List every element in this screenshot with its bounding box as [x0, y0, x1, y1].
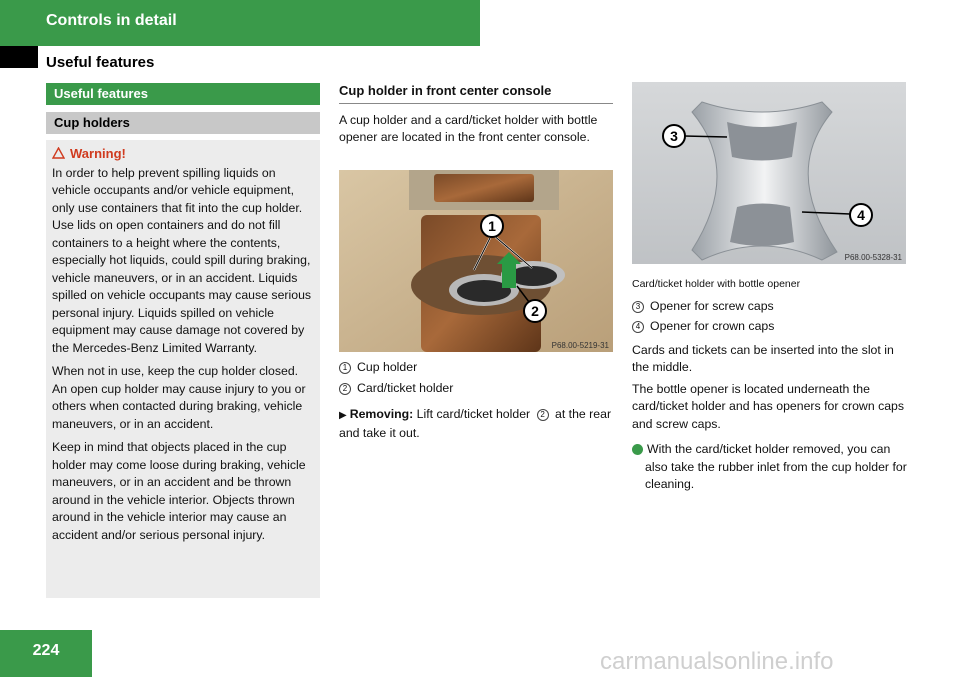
warning-paragraph: When not in use, keep the cup holder closed. An open cup holder may cause injury to you or others when contacted during braking, vehicle maneuvers, or in an accident. [52, 364, 306, 431]
section-heading: Cup holder in front center console [339, 82, 613, 104]
callout-number: 3 [632, 301, 644, 313]
callout-item [339, 359, 613, 377]
warning-paragraph: Keep in mind that objects placed in the cup holder may come loose during braking, vehicle maneuvers, or in an accident and be thrown around in the vehicle interior. Objects thrown around in the vehicle interior may cause an accident and/or serious personal injury. [52, 440, 306, 542]
callout-item [632, 318, 908, 336]
subsection-label: Cup holders [46, 112, 320, 134]
info-note [629, 441, 908, 494]
svg-text:1: 1 [488, 218, 496, 234]
cup-holder-section [339, 82, 613, 147]
step-text: at the rear and take it out. [339, 407, 612, 440]
page-number-box [0, 630, 92, 677]
warning-box [46, 140, 320, 598]
image-caption: Card/ticket holder with bottle opener [632, 278, 801, 290]
callout-label: Opener for screw caps [650, 298, 774, 313]
body-paragraph: Cards and tickets can be inserted into the slot in the middle. [632, 342, 894, 374]
cup-holder-photo [339, 170, 613, 352]
image-code: P68.00-5328-31 [844, 253, 902, 262]
instruction-step [339, 406, 613, 442]
info-icon: i [632, 444, 643, 455]
callout-label: Opener for crown caps [650, 319, 775, 333]
card-holder-photo [632, 82, 906, 264]
callout-item [632, 298, 908, 316]
header-marker [0, 46, 38, 68]
callout-label: Cup holder [357, 360, 418, 374]
body-paragraph: The bottle opener is located underneath the card/ticket holder and has openers for crown caps and screw caps. [632, 381, 905, 431]
callout-list [339, 359, 613, 442]
section-label: Useful features [46, 83, 320, 105]
image-code: P68.00-5219-31 [551, 341, 609, 350]
warning-title: Warning! [70, 146, 126, 161]
callout-item [339, 380, 613, 398]
page-number: 224 [32, 642, 60, 659]
chapter-header-bar [0, 0, 480, 46]
section-header: Useful features [46, 54, 155, 71]
callout-number: 2 [537, 409, 549, 421]
callout-number: 2 [339, 383, 351, 395]
warning-triangle-icon [52, 147, 65, 159]
step-label: Removing: [349, 407, 414, 421]
chapter-title: Controls in detail [46, 12, 177, 29]
watermark: carmanualsonline.info [600, 648, 834, 675]
triangle-bullet-icon: ▶ [339, 410, 347, 421]
svg-text:3: 3 [670, 128, 678, 144]
warning-paragraph: In order to help prevent spilling liquids on vehicle occupants and/or vehicle equipment, only use containers that fit into the cup holder. Use lids on open containers and do not fill containers to a height where the contents, especially hot liquids, could spill during braking, vehicle maneuvers, or in an accident. Liquids spilled on vehicle occupants may cause serious personal injury. Liquids spilled on vehicle equipment may cause damage not covered by the Mercedes-Benz Limited Warranty. [52, 165, 312, 355]
callout-number: 1 [339, 362, 351, 374]
svg-text:4: 4 [857, 207, 865, 223]
svg-text:2: 2 [531, 303, 539, 319]
intro-paragraph: A cup holder and a card/ticket holder with bottle opener are located in the front center console. [339, 112, 598, 144]
info-text: With the card/ticket holder removed, you can also take the rubber inlet from the cup holder for cleaning. [645, 442, 907, 491]
callout-label: Card/ticket holder [357, 380, 454, 395]
warning-heading [52, 145, 314, 163]
callout-number: 4 [632, 321, 644, 333]
card-holder-section [629, 276, 908, 494]
step-text: Lift card/ticket holder [416, 407, 531, 421]
